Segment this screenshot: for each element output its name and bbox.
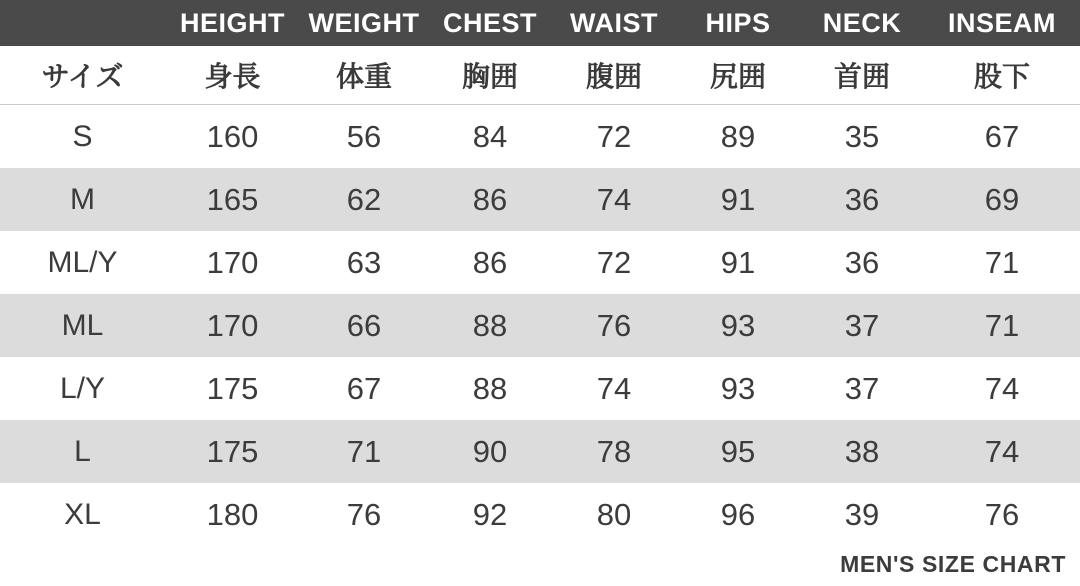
table-body (0, 105, 1080, 547)
table-row (0, 105, 1080, 169)
cell-height: 165 (165, 168, 300, 231)
chart-footer-label: MEN'S SIZE CHART (840, 551, 1066, 577)
table-row (0, 483, 1080, 546)
cell-weight: 56 (346, 118, 382, 154)
cell-size: L/Y (59, 371, 106, 405)
column-header-en-waist: WAIST (552, 0, 676, 46)
cell-waist: 78 (552, 420, 676, 483)
column-header-en-inseam: INSEAM (924, 0, 1080, 46)
column-header-jp-chest: 胸囲 (428, 46, 552, 105)
column-header-jp-neck: 首囲 (800, 46, 924, 105)
cell-inseam: 71 (984, 244, 1020, 280)
cell-hips: 96 (720, 496, 756, 532)
header-row-english (0, 0, 1080, 46)
table-row (0, 357, 1080, 420)
cell-inseam: 74 (924, 420, 1080, 483)
cell-waist: 72 (596, 118, 632, 154)
cell-size: XL (64, 497, 101, 531)
cell-weight: 63 (346, 244, 382, 280)
cell-weight: 66 (300, 294, 428, 357)
cell-chest: 88 (472, 370, 508, 406)
cell-size: ML (0, 294, 165, 357)
cell-hips: 91 (676, 168, 800, 231)
column-header-en-weight: WEIGHT (300, 0, 428, 46)
header-row-japanese (0, 46, 1080, 105)
cell-neck: 36 (800, 168, 924, 231)
cell-neck: 35 (844, 118, 880, 154)
cell-chest: 90 (428, 420, 552, 483)
cell-weight: 67 (346, 370, 382, 406)
cell-inseam: 76 (984, 496, 1020, 532)
cell-chest: 88 (428, 294, 552, 357)
cell-hips: 91 (720, 244, 756, 280)
cell-hips: 93 (720, 370, 756, 406)
column-header-jp-size: サイズ (0, 46, 165, 105)
cell-size: S (72, 119, 93, 153)
cell-height: 170 (206, 244, 259, 280)
cell-hips: 93 (676, 294, 800, 357)
cell-waist: 74 (552, 168, 676, 231)
cell-waist: 72 (596, 244, 632, 280)
cell-waist: 76 (552, 294, 676, 357)
cell-waist: 80 (596, 496, 632, 532)
cell-size: L (0, 420, 165, 483)
cell-neck: 37 (844, 370, 880, 406)
cell-size: ML/Y (47, 245, 118, 279)
table-row (0, 231, 1080, 294)
cell-height: 170 (165, 294, 300, 357)
cell-weight: 62 (300, 168, 428, 231)
cell-neck: 39 (844, 496, 880, 532)
column-header-jp-weight: 体重 (300, 46, 428, 105)
cell-waist: 74 (596, 370, 632, 406)
cell-chest: 86 (472, 244, 508, 280)
cell-hips: 95 (676, 420, 800, 483)
cell-size: M (0, 168, 165, 231)
cell-chest: 92 (472, 496, 508, 532)
cell-chest: 86 (428, 168, 552, 231)
cell-height: 160 (206, 118, 259, 154)
column-header-en-neck: NECK (800, 0, 924, 46)
cell-inseam: 69 (924, 168, 1080, 231)
cell-chest: 84 (472, 118, 508, 154)
table-row (0, 168, 1080, 231)
cell-height: 175 (165, 420, 300, 483)
cell-neck: 36 (844, 244, 880, 280)
column-header-en-height: HEIGHT (165, 0, 300, 46)
cell-weight: 76 (346, 496, 382, 532)
column-header-en-0 (0, 0, 165, 46)
column-header-en-hips: HIPS (676, 0, 800, 46)
table-row (0, 294, 1080, 357)
cell-neck: 37 (800, 294, 924, 357)
column-header-jp-hips: 尻囲 (676, 46, 800, 105)
cell-inseam: 71 (924, 294, 1080, 357)
column-header-en-chest: CHEST (428, 0, 552, 46)
cell-hips: 89 (720, 118, 756, 154)
column-header-jp-height: 身長 (165, 46, 300, 105)
cell-weight: 71 (300, 420, 428, 483)
column-header-jp-inseam: 股下 (924, 46, 1080, 105)
table-header (0, 0, 1080, 105)
cell-inseam: 67 (984, 118, 1020, 154)
cell-inseam: 74 (984, 370, 1020, 406)
table-row (0, 420, 1080, 483)
cell-height: 180 (206, 496, 259, 532)
column-header-jp-waist: 腹囲 (552, 46, 676, 105)
cell-neck: 38 (800, 420, 924, 483)
cell-height: 175 (206, 370, 259, 406)
